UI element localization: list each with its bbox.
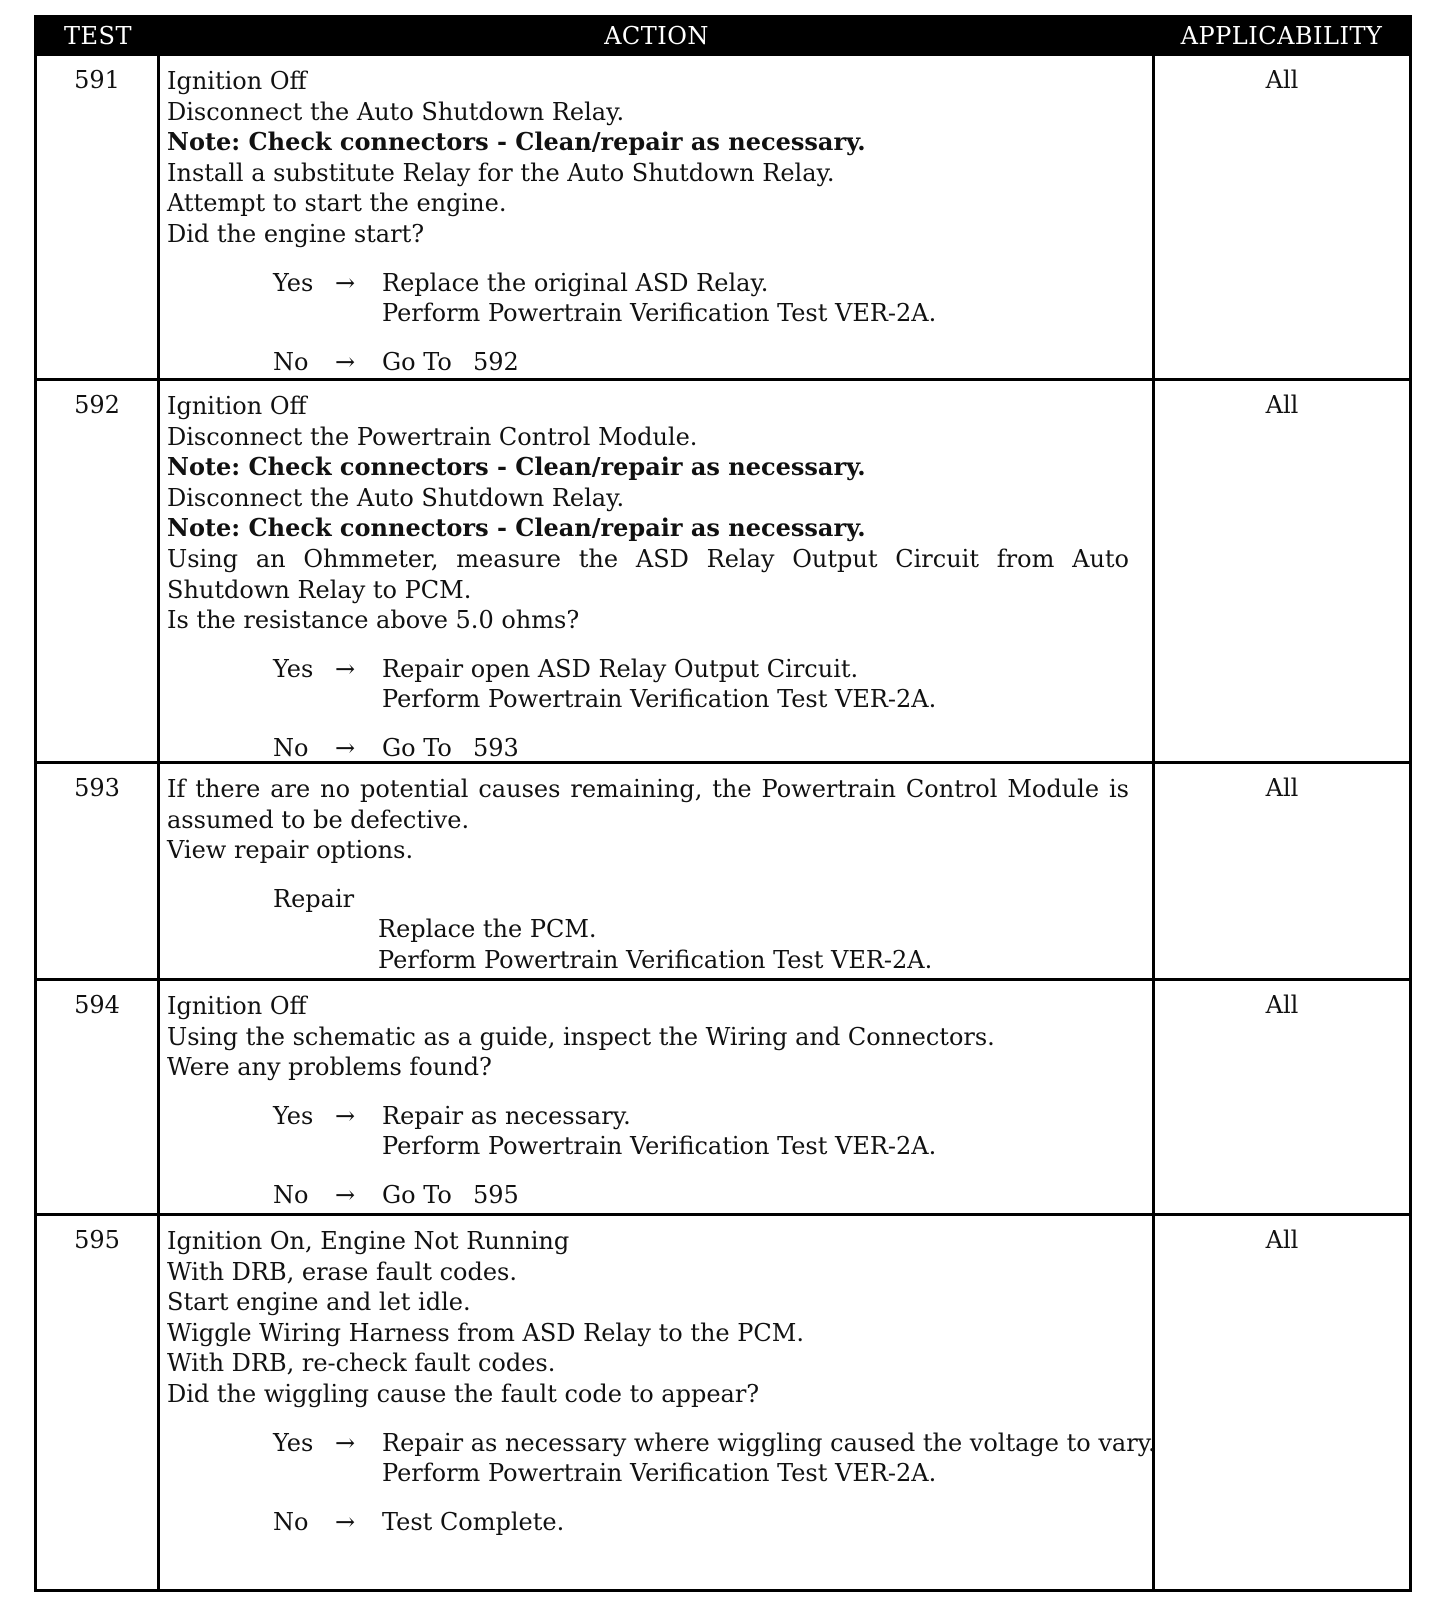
action-line: Ignition On, Engine Not Running — [167, 1227, 570, 1255]
goto-text: Go To — [382, 347, 452, 376]
table-row — [37, 56, 1409, 381]
action-line: Ignition Off — [167, 392, 307, 420]
action-cell — [167, 774, 1129, 976]
yes-label: Yes — [273, 1101, 314, 1130]
yes-result: Repair as necessary. — [382, 1101, 631, 1130]
action-line: Disconnect the Auto Shutdown Relay. — [167, 483, 625, 512]
action-line: Disconnect the Auto Shutdown Relay. — [167, 97, 625, 126]
yes-label: Yes — [273, 1428, 314, 1457]
action-line: With DRB, re-check fault codes. — [167, 1349, 556, 1378]
applicability-value: All — [1265, 391, 1299, 419]
yes-result: Perform Powertrain Verification Test VER-2A. — [382, 685, 937, 714]
diagnostic-test-table — [34, 15, 1412, 1592]
action-line: Attempt to start the engine. — [167, 189, 507, 218]
arrow-icon: → — [335, 1507, 356, 1536]
no-result: Test Complete. — [382, 1507, 565, 1536]
test-number: 594 — [74, 991, 120, 1019]
yes-branch-cont — [167, 1131, 1129, 1162]
question-line: Did the engine start? — [167, 219, 425, 248]
applicability-value: All — [1265, 991, 1299, 1019]
no-label: No — [273, 1507, 309, 1536]
header-action: ACTION — [604, 22, 709, 50]
yes-branch — [167, 1101, 1129, 1132]
action-line: With DRB, erase fault codes. — [167, 1257, 517, 1286]
yes-result: Repair as necessary where wiggling caused the voltage to vary. — [382, 1428, 1156, 1457]
no-branch — [167, 733, 1129, 764]
table-row — [37, 764, 1409, 981]
action-cell — [167, 1226, 1156, 1537]
repair-label: Repair — [273, 884, 355, 913]
test-number: 591 — [74, 66, 120, 94]
repair-text: Perform Powertrain Verification Test VER-2A. — [378, 945, 933, 974]
arrow-icon: → — [335, 733, 356, 762]
test-number: 595 — [74, 1226, 120, 1254]
no-label: No — [273, 733, 309, 762]
header-applicability: APPLICABILITY — [1180, 22, 1383, 50]
yes-result: Perform Powertrain Verification Test VER-2A. — [382, 299, 937, 328]
yes-result: Perform Powertrain Verification Test VER-2A. — [382, 1132, 937, 1161]
yes-result: Perform Powertrain Verification Test VER-2A. — [382, 1459, 937, 1488]
action-cell — [167, 991, 1129, 1211]
arrow-icon: → — [335, 268, 356, 297]
header-test: TEST — [64, 22, 132, 50]
no-branch — [167, 1180, 1129, 1211]
yes-label: Yes — [273, 268, 314, 297]
action-line: If there are no potential causes remaining, the Powertrain Control Module is assumed to be defective. — [167, 775, 1129, 834]
repair-text: Replace the PCM. — [378, 915, 597, 944]
action-line: Install a substitute Relay for the Auto Shutdown Relay. — [167, 158, 835, 187]
action-line: Using an Ohmmeter, measure the ASD Relay Output Circuit from Auto Shutdown Relay to PCM. — [167, 544, 1129, 604]
no-label: No — [273, 1180, 309, 1209]
action-cell — [167, 66, 1129, 377]
goto-text: Go To — [382, 1180, 452, 1209]
action-line: Wiggle Wiring Harness from ASD Relay to the PCM. — [167, 1318, 804, 1347]
note-line: Note: Check connectors - Clean/repair as necessary. — [167, 127, 866, 157]
yes-branch-cont — [167, 684, 1129, 715]
goto-target: 593 — [473, 733, 519, 762]
table-row — [37, 981, 1409, 1216]
action-line: Ignition Off — [167, 67, 307, 95]
yes-branch — [167, 654, 1129, 685]
yes-branch — [167, 268, 1129, 299]
arrow-icon: → — [335, 654, 356, 683]
goto-text: Go To — [382, 733, 452, 762]
goto-target: 595 — [473, 1180, 519, 1209]
goto-target: 592 — [473, 347, 519, 376]
arrow-icon: → — [335, 1428, 356, 1457]
note-line: Note: Check connectors - Clean/repair as necessary. — [167, 452, 866, 482]
applicability-value: All — [1265, 1226, 1299, 1254]
no-branch — [167, 347, 1129, 378]
repair-step — [167, 945, 1129, 976]
action-cell — [167, 391, 1129, 764]
question-line: Did the wiggling cause the fault code to appear? — [167, 1379, 760, 1408]
action-line: View repair options. — [167, 836, 414, 865]
action-line: Ignition Off — [167, 992, 307, 1020]
repair-step — [167, 914, 1129, 945]
applicability-value: All — [1265, 66, 1299, 94]
no-branch — [167, 1507, 1129, 1538]
arrow-icon: → — [335, 347, 356, 376]
table-header — [37, 18, 1409, 56]
yes-branch-cont — [167, 1458, 1129, 1489]
yes-result: Replace the original ASD Relay. — [382, 268, 769, 297]
note-line: Note: Check connectors - Clean/repair as necessary. — [167, 513, 866, 543]
repair-branch — [167, 884, 1129, 915]
yes-label: Yes — [273, 654, 314, 683]
yes-branch-cont — [167, 298, 1129, 329]
arrow-icon: → — [335, 1180, 356, 1209]
no-label: No — [273, 347, 309, 376]
action-line: Using the schematic as a guide, inspect the Wiring and Connectors. — [167, 1022, 995, 1051]
test-number: 592 — [74, 391, 120, 419]
action-line: Start engine and let idle. — [167, 1288, 471, 1317]
applicability-value: All — [1265, 774, 1299, 802]
table-row — [37, 1216, 1409, 1589]
action-line: Disconnect the Powertrain Control Module. — [167, 422, 698, 451]
yes-branch — [167, 1428, 1156, 1459]
yes-result: Repair open ASD Relay Output Circuit. — [382, 654, 859, 683]
question-line: Is the resistance above 5.0 ohms? — [167, 606, 580, 635]
test-number: 593 — [74, 774, 120, 802]
arrow-icon: → — [335, 1101, 356, 1130]
table-row — [37, 381, 1409, 764]
question-line: Were any problems found? — [167, 1053, 492, 1082]
